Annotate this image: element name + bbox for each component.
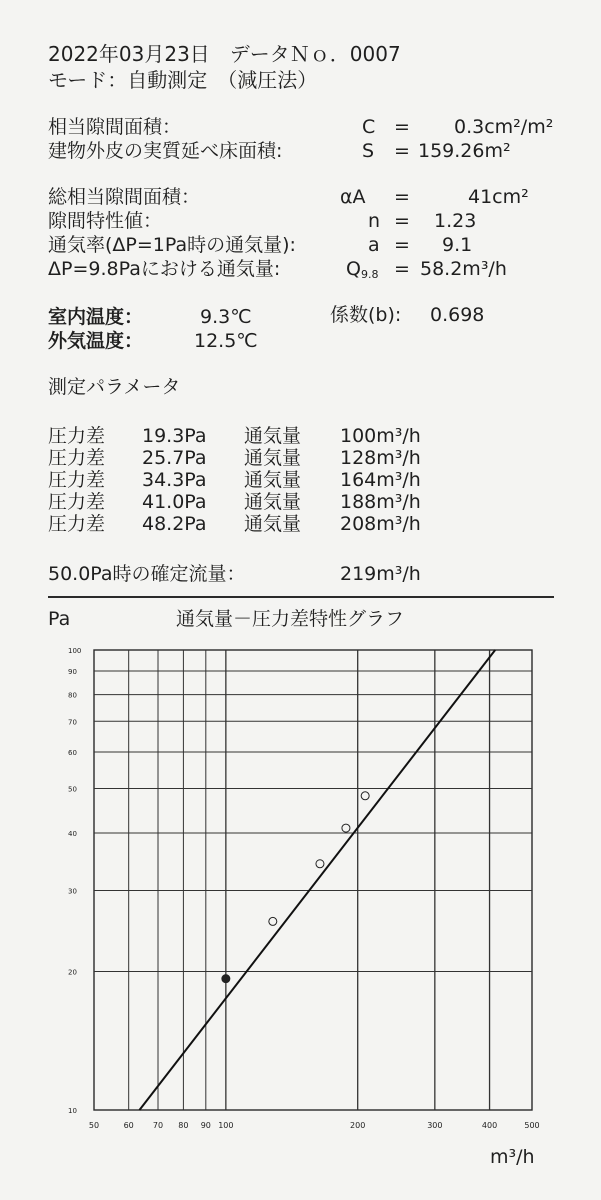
c-symbol: C xyxy=(362,116,376,138)
outdoor-temp-label: 外気温度： xyxy=(48,330,144,352)
data-point xyxy=(342,824,350,832)
y-tick-label: 20 xyxy=(68,968,77,977)
s-equals: = xyxy=(394,140,410,162)
q-label: 通気量 xyxy=(244,425,302,447)
q98-value: 58.2m³/h xyxy=(420,258,507,280)
q98-symbol: $Q_{9.8}$ xyxy=(346,258,379,281)
q-value: 128m³/h xyxy=(340,447,421,469)
dp-value: 34.3Pa xyxy=(142,469,207,491)
x-tick-label: 300 xyxy=(427,1121,443,1130)
q-label: 通気量 xyxy=(244,513,302,535)
fit-line xyxy=(139,650,495,1110)
flow-50pa-value: 219m³/h xyxy=(340,563,421,585)
c-equals: = xyxy=(394,116,410,138)
q-value: 100m³/h xyxy=(340,425,421,447)
c-value: 0.3cm²/m² xyxy=(454,116,554,138)
x-tick-label: 50 xyxy=(88,1121,100,1130)
dp-label: 圧力差 xyxy=(48,447,106,469)
dp-label: 圧力差 xyxy=(48,469,106,491)
y-tick-label: 80 xyxy=(68,691,77,700)
y-tick-label: 90 xyxy=(68,668,77,677)
x-tick-label: 80 xyxy=(178,1121,189,1130)
total-area-label: 総相当隙間面積： xyxy=(48,186,201,208)
dp-label: 圧力差 xyxy=(48,425,106,447)
coefficient-value: 0.698 xyxy=(430,304,485,326)
params-title: 測定パラメータ xyxy=(48,376,181,398)
chart-title: 通気量－圧力差特性グラフ xyxy=(176,608,405,630)
data-point xyxy=(269,917,277,925)
y-tick-label: 50 xyxy=(68,785,77,794)
dp-label: 圧力差 xyxy=(48,491,106,513)
x-tick-label: 90 xyxy=(200,1121,211,1130)
q-label: 通気量 xyxy=(244,447,302,469)
a-equals: = xyxy=(394,234,410,256)
c-label: 相当隙間面積： xyxy=(48,116,182,138)
y-tick-label: 40 xyxy=(68,830,77,839)
y-axis-unit: Pa xyxy=(48,608,71,630)
x-tick-label: 500 xyxy=(524,1121,540,1130)
x-tick-label: 400 xyxy=(481,1121,498,1130)
data-point xyxy=(361,792,369,800)
s-value: 159.26m² xyxy=(418,140,511,162)
date-data-no: 2022年03月23日 データＮｏ．0007 xyxy=(48,42,401,66)
x-tick-label: 60 xyxy=(123,1121,134,1130)
y-tick-label: 60 xyxy=(68,749,77,758)
y-tick-label: 10 xyxy=(68,1107,77,1115)
s-label: 建物外皮の実質延べ床面積: xyxy=(48,140,283,162)
q-value: 188m³/h xyxy=(340,491,421,513)
flow-50pa-label: 50.0Pa時の確定流量： xyxy=(48,563,246,585)
dp-value: 41.0Pa xyxy=(142,491,207,513)
data-point xyxy=(222,975,230,983)
total-area-symbol: αA xyxy=(340,186,366,208)
data-point xyxy=(316,860,324,868)
y-tick-label: 30 xyxy=(68,887,77,896)
x-axis-unit: m³/h xyxy=(490,1146,535,1168)
n-equals: = xyxy=(394,210,410,232)
q-value: 164m³/h xyxy=(340,469,421,491)
indoor-temp-value: 9.3℃ xyxy=(200,306,252,328)
q-label: 通気量 xyxy=(244,469,302,491)
x-tick-label: 70 xyxy=(152,1121,164,1130)
outdoor-temp-value: 12.5℃ xyxy=(194,330,258,352)
total-area-equals: = xyxy=(394,186,410,208)
dp-label: 圧力差 xyxy=(48,513,106,535)
a-label: 通気率(ΔP=1Pa時の通気量): xyxy=(48,234,296,256)
s-symbol: S xyxy=(362,140,375,162)
y-tick-label: 100 xyxy=(68,647,82,655)
q-label: 通気量 xyxy=(244,491,302,513)
total-area-value: 41cm² xyxy=(468,186,529,208)
q-value: 208m³/h xyxy=(340,513,421,535)
coefficient-label: 係数(b): xyxy=(330,304,402,326)
y-tick-label: 70 xyxy=(68,718,77,727)
x-tick-label: 100 xyxy=(218,1121,234,1130)
n-symbol: n xyxy=(368,210,381,232)
indoor-temp-label: 室内温度： xyxy=(48,306,144,328)
q98-equals: = xyxy=(394,258,410,280)
n-value: 1.23 xyxy=(434,210,477,232)
x-tick-label: 200 xyxy=(350,1121,366,1130)
a-symbol: a xyxy=(368,234,380,256)
q98-label: ΔP=9.8Paにおける通気量: xyxy=(48,258,281,280)
mode-line: モード：自動測定 （減圧法） xyxy=(48,68,318,92)
dp-value: 19.3Pa xyxy=(142,425,207,447)
n-label: 隙間特性値： xyxy=(48,210,163,232)
a-value: 9.1 xyxy=(442,234,473,256)
dp-value: 25.7Pa xyxy=(142,447,207,469)
plot-frame xyxy=(94,650,532,1110)
dp-value: 48.2Pa xyxy=(142,513,207,535)
